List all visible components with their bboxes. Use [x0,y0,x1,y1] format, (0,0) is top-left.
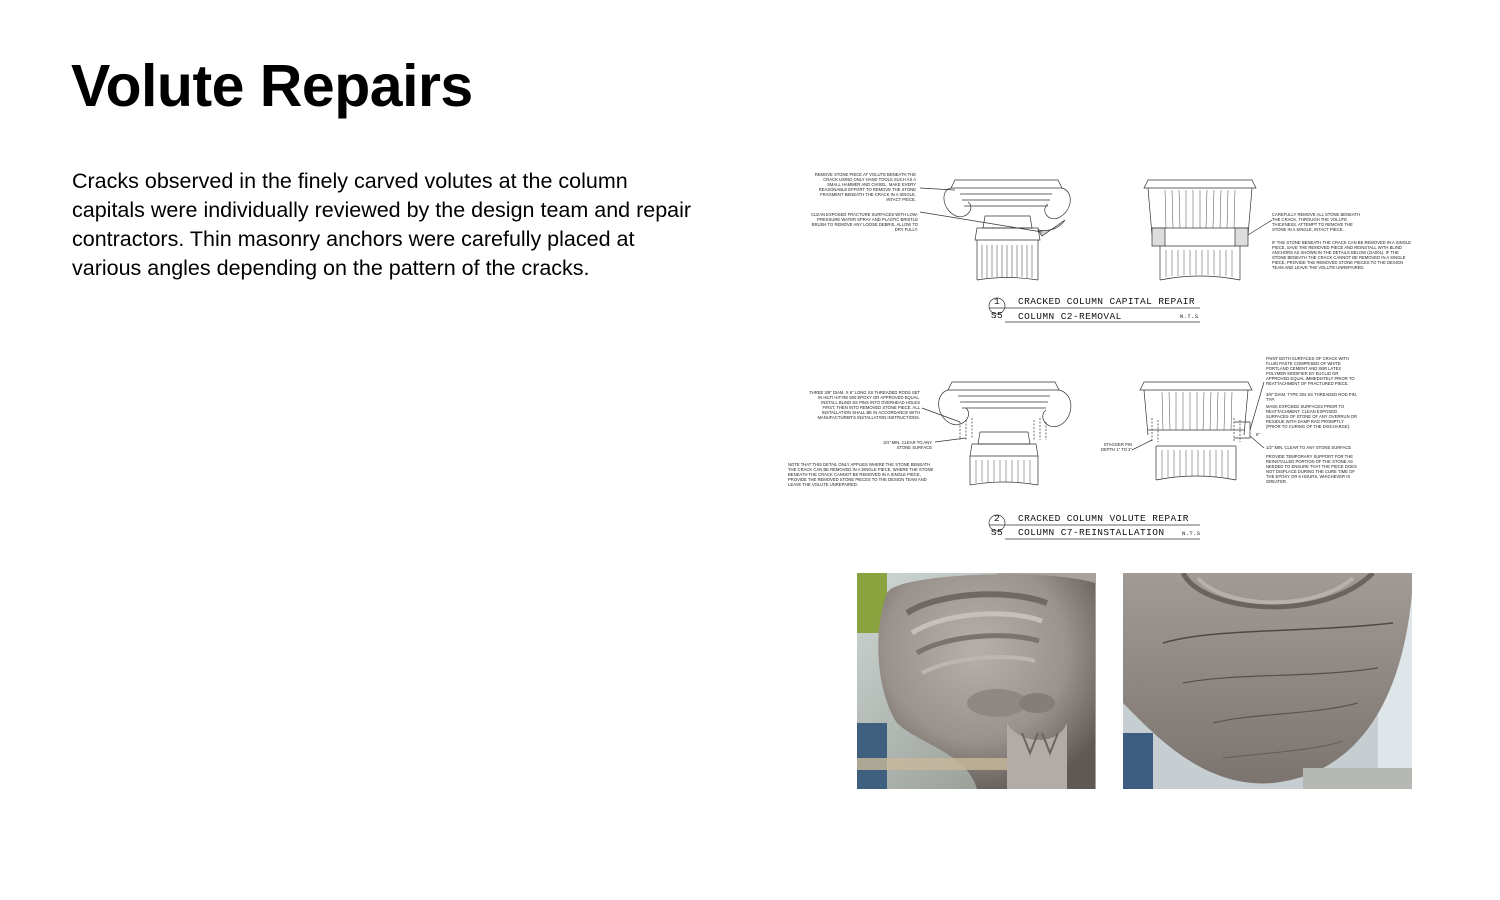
detail2-note-left-c: NOTE THAT THIS DETAIL ONLY APPLIES WHERE THE STONE BENEATH THE CRACK CAN BE REMOVED IN A SINGLE PIECE. WHERE THE STONE BENEATH THE CRACK CANNOT BE REMOVED IN A SINGLE PIECE, PROVIDE THE REMOVED STONE PIECES TO THE DESIGN TEAM AND LEAVE THE VOLUTE UNREPAIRED. [788,462,934,487]
detail2-note-left-b: 3/4" MIN. CLEAR TO ANY STONE SURFACE [883,440,932,450]
volute-photo-left [857,573,1096,789]
detail2-note-right-f: PROVIDE TEMPORARY SUPPORT FOR THE REINSTALLED PORTION OF THE STONE AS NEEDED TO ENSURE THAT THE PIECE DOES NOT DISPLACE DURING THE CURE TIME OF THE EPOXY OR 6 HOURS, WHICHEVER IS GREATER. [1266,454,1357,484]
detail2-note-right-b: 3/8" DIAM. TYPE 304 SS THREADED ROD PIN, TYP. [1266,392,1357,402]
detail2-right-section [1132,382,1264,480]
detail2-scale: N.T.S [1182,530,1201,537]
detail2-note-mid: STAGGER PIN DEPTH 1" TO 2" [1101,442,1132,452]
detail1-note-right-a: CAREFULLY REMOVE ALL STONE BENEATH THE CRACK, THROUGH THE VOLUTE THICKNESS. ATTEMPT TO REMOVE THE STONE IN A SINGLE, INTACT PIECE. [1272,212,1360,232]
detail2-left-capital [922,382,1071,485]
volute-photo-left-image [857,573,1096,789]
detail-linework [780,150,1430,550]
detail1-left-capital [920,180,1070,280]
detail1-sheet: S5 [990,310,1004,321]
detail2-note-right-a: PAINT BOTH SURFACES OF CRACK WITH FLUID PASTE COMPRISED OF WHITE PORTLAND CEMENT AND SBR LATEX POLYMER MODIFIER BY EUCLID OR APPROVED EQUAL IMMEDIATELY PRIOR TO REATTACHMENT OF FRACTURED PIECE. [1266,356,1355,386]
detail2-number: 2 [993,513,1001,524]
detail2-note-right-e: 1/2" MIN. CLEAR TO ANY STONE SURFACE [1266,445,1352,450]
detail1-scale: N.T.S [1180,313,1199,320]
detail2-note-right-d: 6" [1256,432,1260,437]
repair-details-drawing [780,150,1430,550]
detail1-title: CRACKED COLUMN CAPITAL REPAIR [1018,296,1195,307]
volute-photo-right [1123,573,1412,789]
detail1-note-right-b: IF THE STONE BENEATH THE CRACK CAN BE REMOVED IN A SINGLE PIECE, SAVE THE REMOVED PIECE AND REINSTALL WITH BLIND ANCHORS AS SHOWN IN THE DETAILS BELOW (2/A001). IF THE STONE BENEATH THE CRACK CANNOT BE REMOVED IN A SINGLE PIECE, PROVIDE THE REMOVED STONE PIECES TO THE DESIGN TEAM AND LEAVE THE VOLUTE UNREPAIRED. [1272,240,1412,270]
detail1-right-section [1144,180,1272,280]
detail1-note-left-b: CLEAN EXPOSED FRACTURE SURFACES WITH LOW-PRESSURE WATER SPRAY AND PLASTIC BRISTLE BRUSH TO REMOVE ANY LOOSE DEBRIS. ALLOW TO DRY FULLY. [811,212,918,232]
detail2-note-left-a: THREE 3/8" DIAM. X 6" LONG SS THREADED RODS SET IN HILTI HIT-RE 500 EPOXY OR APPROVED EQUAL. INSTALL BLIND SS PINS INTO OVERHEAD HOLES FIRST, THEN INTO REMOVED STONE PIECE. ALL INSTALLATION SHALL BE IN ACCORDANCE WITH MANUFACTURER'S INSTALLATION INSTRUCTIONS. [809,390,920,420]
detail2-title: CRACKED COLUMN VOLUTE REPAIR [1018,513,1189,524]
volute-photo-right-image [1123,573,1412,789]
detail1-note-left-a: REMOVE STONE PIECE AT VOLUTE BENEATH THE CRACK USING ONLY HAND TOOLS SUCH AS A SMALL HAMMER AND CHISEL. MAKE EVERY REASONABLE EFFORT TO REMOVE THE STONE FRAGMENT BENEATH THE CRACK IN A SINGLE, INTACT PIECE. [814,172,916,202]
page-title: Volute Repairs [71,53,473,119]
detail2-sheet: S5 [990,527,1004,538]
body-paragraph: Cracks observed in the finely carved volutes at the column capitals were individually reviewed by the design team and repair contractors. Thin masonry anchors were carefully placed at various angles depending on the pattern of the cracks. [72,169,692,280]
detail1-number: 1 [993,296,1001,307]
detail2-note-right-c: MASK EXPOSED SURFACES PRIOR TO REATTACHMENT. CLEAN EXPOSED SURFACES OF STONE OF ANY OVERRUN OR RESIDUE WITH DAMP RAG PROMPTLY (PRIOR TO CURING OF THE DISCHARGE). [1266,404,1358,429]
detail1-subtitle: COLUMN C2-REMOVAL [1018,311,1122,322]
detail2-subtitle: COLUMN C7-REINSTALLATION [1018,527,1165,538]
